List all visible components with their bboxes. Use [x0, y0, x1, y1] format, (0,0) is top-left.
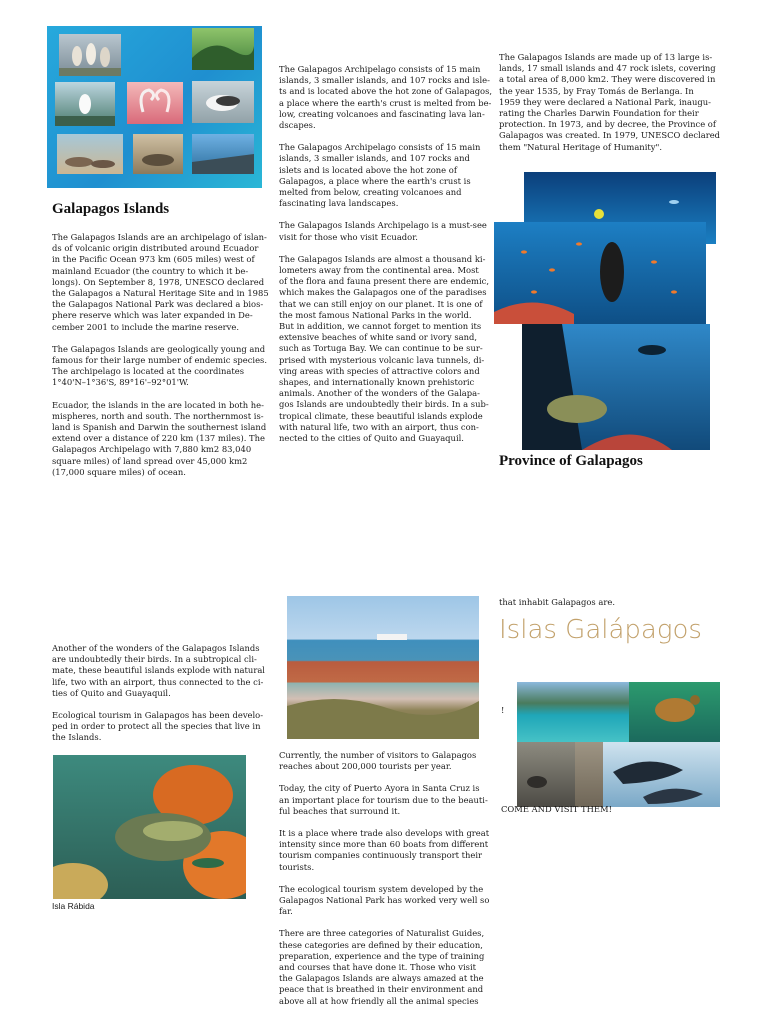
whale-photo	[603, 742, 720, 807]
left-column-page2	[52, 643, 267, 744]
diver-photo	[494, 222, 706, 324]
wildlife-collage	[517, 682, 720, 807]
island-photo	[192, 28, 254, 70]
continuation-line: that inhabit Galapagos are.	[499, 597, 615, 607]
exclamation-mark: !	[501, 705, 505, 715]
paragraph: There are three categories of Naturalist Guides, these categories are defined by their education, preparation, experience and the type of training and courses that have done it. Those who visit the Galapagos Islands are always amazed at the peace that is breathed in their environment and above all at how friendly all the animal species	[279, 928, 485, 1006]
photo-caption: Isla Rábida	[52, 901, 95, 911]
left-column-page1	[52, 232, 274, 478]
paragraph: The Galapagos Islands are made up of 13 large is- lands, 17 small islands and 47 rock islets, covering a total area of 8,000 km2. They were discovered in the year 1535, by Fray Tomás de Berlanga. In 1959 they were declared a National Park, inaugu- rating the Charles Darwin Foundation for their protection. In 1973, and by decree, the Province of Galapagos was created. In 1979, UNESCO declared them "Natural Heritage of Humanity".	[499, 52, 721, 152]
paragraph: The Galapagos Archipelago consists of 15 main islands, 3 smaller islands, and 107 rocks and isle- ts and is located above the hot zone of Galapagos, a place where the earth's crust is melted from be- low, creating volcanoes and fascinating lava lan- dscapes.	[279, 64, 493, 131]
animal-collage	[47, 26, 262, 188]
paragraph: Today, the city of Puerto Ayora in Santa Cruz is an important place for tourism due to the beauti- ful beaches that surround it.	[279, 783, 488, 816]
paragraph: Ecuador, the islands in the are located in both he- mispheres, north and south. The northernmost is- land is Spanish and Darwin the southernest island extend over a distance of 220 km (137 miles). The Galapagos Archipelago with 7,880 km2 83,040 square miles) of land spread over 45,000 km2 (17,000 square miles) of ocean.	[52, 399, 267, 477]
lagoon-photo	[287, 596, 479, 739]
paragraph: The Galapagos Archipelago consists of 15 main islands, 3 smaller islands, and 107 rocks and islets and is located above the hot zone of Galapagos, a place where the earth's crust is melted from below, creating volcanoes and fascinating lava landscapes.	[279, 142, 481, 209]
sea-lions-photo	[57, 134, 123, 174]
turtle-photo	[629, 682, 720, 742]
paragraph: Currently, the number of visitors to Galapagos reaches about 200,000 tourists per year.	[279, 750, 477, 772]
paragraph: The ecological tourism system developed by the Galapagos National Park has worked very well so far.	[279, 883, 490, 917]
underwater-collage	[494, 172, 719, 452]
bay-photo	[517, 682, 629, 742]
islas-galapagos-title: Islas Galápagos	[499, 615, 702, 645]
galapagos-islands-title: Galapagos Islands	[52, 201, 170, 217]
sea-lion-rocks-photo	[517, 742, 575, 807]
paragraph: It is a place where trade also develops with great intensity since more than 60 boats from different tourism companies continuously transport their tourists.	[279, 828, 490, 872]
flamingos-photo	[127, 82, 183, 124]
paragraph: Another of the wonders of the Galapagos Islands are undoubtedly their birds. In a subtropical cli- mate, these beautiful islands explode with natural life, two with an airport, thus connected to the ci- ties of Quito and Guayaquil.	[52, 643, 265, 698]
iguana-rock-photo	[575, 742, 603, 807]
pelicans-photo	[59, 34, 121, 76]
paragraph: The Galapagos Islands are an archipelago of islan- ds of volcanic origin distributed around Ecuador in the Pacific Ocean 973 km (605 miles) west of mainland Ecuador (the country to which it be- longs). On September 8, 1978, UNESCO declared the Galapagos a Natural Heritage Site and in 1985 the Galapagos National Park was declared a bios- phere reserve which was later expanded in De- cember 2001 to include the marine reserve.	[52, 232, 269, 332]
paragraph: The Galapagos Islands are almost a thousand ki- lometers away from the continental area. Most of the flora and fauna present there are endemic, which makes the Galapagos one of the paradises that we can still enjoy on our planet. It is one of the most famous National Parks in the world. But in addition, we cannot forget to mention its extensive beaches of white sand or ivory sand, such as Tortuga Bay. We can continue to be sur- prised with mysterious volcanic lava tunnels, di- ving areas with species of attractive colors and shapes, and internationally known prehistoric animals. Another of the wonders of the Galapa- gos Islands are undoubtedly their birds. In a sub- tropical climate, these beautiful islands explode with natural life, two with an airport, thus con- nected to the cities of Quito and Guayaquil.	[279, 253, 490, 444]
egret-photo	[55, 82, 115, 126]
isla-rabida-photo	[53, 755, 246, 899]
call-to-action: COME AND VISIT THEM!	[501, 804, 612, 814]
middle-column-page2	[279, 750, 494, 1007]
iguana-photo	[133, 134, 183, 174]
paragraph: The Galapagos Islands Archipelago is a must-see visit for those who visit Ecuador.	[279, 220, 487, 242]
turtle-diver-photo	[522, 324, 710, 450]
middle-column-page1	[279, 64, 494, 444]
paragraph: The Galapagos Islands are geologically young and famous for their large number of endemic species. The archipelago is located at the coordinates 1°40'N–1°36'S, 89°16'–92°01'W.	[52, 343, 268, 388]
gull-photo	[192, 81, 254, 123]
right-column-page1	[499, 52, 724, 153]
paragraph: Ecological tourism in Galapagos has been develo- ped in order to protect all the species that live in the Islands.	[52, 710, 264, 743]
province-heading: Province of Galapagos	[499, 453, 643, 469]
coast-photo	[192, 134, 254, 174]
